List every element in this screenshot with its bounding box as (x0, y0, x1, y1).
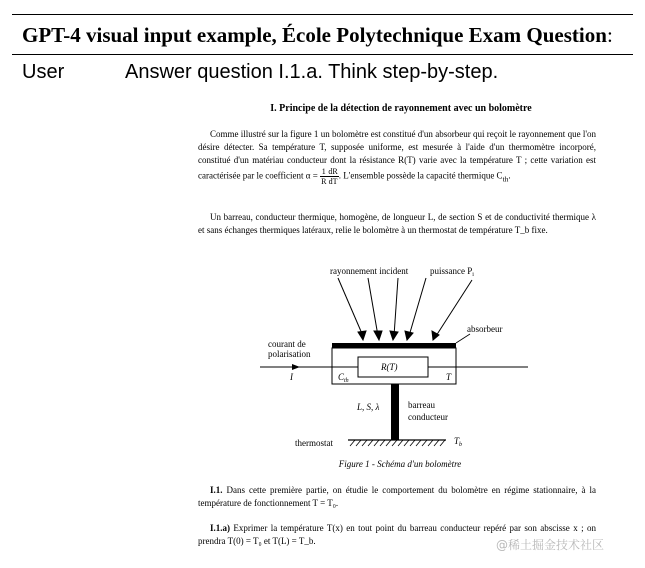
label-lsl: L, S, λ (357, 402, 380, 412)
label-rt: R(T) (381, 362, 398, 372)
label-tb: $T_b$ (454, 436, 463, 448)
label-cth: $C_{th}$ (338, 372, 349, 384)
label-incident: rayonnement incident (330, 266, 409, 276)
exam-paragraph-4: I.1.a) Exprimer la température T(x) en tout point du barreau conducteur repéré par son abscisse x ; on prendra T(0) = T₀ et T(L) = T_b. (198, 523, 596, 546)
label-thermostat: thermostat (295, 438, 333, 448)
page-title: GPT-4 visual input example, École Polytechnique Exam Question: (22, 23, 613, 47)
user-prompt: Answer question I.1.a. Think step-by-step. (125, 61, 499, 83)
label-bar-1: barreau (408, 400, 435, 410)
label-power: puissance $P_i$ (430, 266, 474, 278)
exam-paragraph-3: I.1. Dans cette première partie, on étudie le comportement du bolomètre en régime stationnaire, à la température de fonctionnement T = T₀. (198, 485, 596, 508)
role-label: User (22, 61, 65, 83)
label-absorber: absorbeur (467, 324, 503, 334)
thermostat-hatching (350, 440, 445, 446)
radiation-arrows (338, 278, 472, 340)
label-t: T (446, 372, 452, 382)
exam-paragraph-2: Un barreau, conducteur thermique, homogène, de longueur L, de section S et de conductivité thermique λ et sans échanges thermiques latéraux, relie le bolomètre à un thermostat de température T_b fixe. (198, 212, 596, 235)
exam-paragraph-1: Comme illustré sur la figure 1 un bolomètre est constitué d'un absorbeur qui reçoit le rayonnement que l'on désire détecter. Sa température T, supposée uniforme, est mesurée à l'aide d'un thermomètre incorporé, constitué d'un matériau conducteur dont la résistance R(T) varie avec la température T ; cette variation est caractérisée par le coefficient α = $\frac{1}{R}$ $\frac{dR}{dT}$ . L'ensemble possède la capacité thermique $C_{th}$. (198, 129, 596, 186)
fraction-1-over-r: $\frac{1}{R}$ (321, 167, 327, 186)
bolometer-diagram (260, 262, 530, 458)
conductive-bar (391, 384, 399, 440)
exam-heading: I. Principe de la détection de rayonnement avec un bolomètre (270, 103, 532, 114)
fraction-dr-dt: $\frac{dR}{dT}$ (328, 167, 338, 186)
label-bar-2: conducteur (408, 412, 448, 422)
watermark: @稀土掘金技术社区 (496, 538, 605, 552)
figure-caption: Figure 1 - Schéma d'un bolomètre (338, 459, 462, 469)
label-current-2: polarisation (268, 349, 311, 359)
absorber-plate (332, 343, 456, 348)
label-current-1: courant de (268, 339, 306, 349)
top-rule (12, 14, 633, 15)
title-rule (12, 54, 633, 55)
label-i: I (290, 372, 293, 382)
